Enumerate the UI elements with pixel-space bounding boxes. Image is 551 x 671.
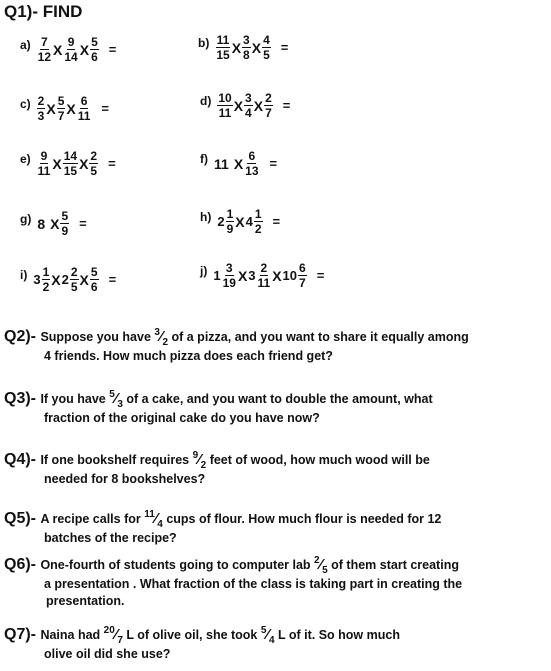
question-line-1 (4, 451, 549, 471)
question-text-post: cups of flour. How much flour is needed for 12 (162, 512, 442, 527)
q1-part-f (200, 150, 277, 177)
denominator: 2 (254, 222, 262, 236)
part-label: a) (20, 38, 31, 52)
vf-numerator: 5 (260, 625, 267, 636)
question-q6 (4, 556, 549, 608)
vulgar-fraction (260, 625, 275, 646)
denominator: 3 (37, 109, 45, 123)
q1-part-g (20, 210, 87, 237)
q1-part-e (20, 150, 116, 177)
question-line-1 (4, 390, 549, 410)
equals-sign: = (108, 156, 116, 171)
question-text-post: of a cake, and you want to double the amount, what (122, 392, 433, 407)
part-label: g) (20, 212, 32, 226)
numerator: 1 (226, 207, 234, 221)
times-sign: X (251, 39, 262, 56)
question-text-pre: A recipe calls for (40, 512, 145, 527)
numerator: 2 (37, 94, 45, 108)
times-sign: X (46, 100, 56, 117)
part-label: h) (200, 210, 212, 224)
denominator: 7 (57, 109, 65, 123)
question-text-mid: L of olive oil, she took (122, 628, 261, 643)
numerator: 10 (218, 91, 232, 105)
numerator: 6 (248, 149, 256, 163)
times-sign: X (231, 39, 242, 56)
q1-part-j (200, 262, 324, 289)
question-line-2: 4 friends. How much pizza does each friend get? (44, 348, 333, 363)
equals-sign: = (79, 216, 87, 231)
question-line-3: presentation. (46, 593, 125, 608)
times-sign: X (79, 155, 89, 172)
numerator: 6 (299, 261, 306, 275)
numerator: 5 (61, 209, 69, 223)
equals-sign: = (101, 101, 110, 116)
fraction (257, 262, 272, 289)
equals-sign: = (280, 40, 289, 55)
times-sign: X (53, 41, 63, 58)
question-line-2: fraction of the original cake do you have now? (44, 410, 320, 425)
fraction (264, 92, 273, 119)
numerator: 2 (70, 265, 78, 279)
times-sign: X (50, 215, 60, 232)
numerator: 9 (40, 149, 48, 163)
question-q7 (4, 626, 549, 661)
denominator: 7 (265, 106, 272, 120)
fraction (262, 34, 271, 61)
times-sign: X (233, 155, 244, 172)
expression (37, 36, 99, 63)
denominator: 2 (42, 280, 50, 294)
question-label: Q4)- (4, 451, 36, 469)
equals-sign: = (272, 214, 281, 229)
question-text-post: feet of wood, how much wood will be (206, 453, 430, 468)
expression (213, 262, 306, 289)
question-text-pre: One-fourth of students going to computer lab (40, 558, 315, 573)
whole-number: 1 (213, 268, 221, 283)
denominator: 7 (299, 276, 306, 290)
fraction (254, 208, 263, 235)
numerator: 7 (41, 35, 48, 49)
expression (37, 210, 69, 237)
fraction (42, 266, 51, 293)
fraction (244, 92, 253, 119)
denominator: 4 (245, 106, 252, 120)
numerator: 3 (225, 261, 233, 275)
fraction (37, 95, 46, 122)
question-label: Q3)- (4, 390, 36, 408)
q1-part-d (200, 92, 290, 119)
equals-sign: = (108, 42, 117, 57)
denominator: 8 (243, 48, 250, 62)
question-q2 (4, 328, 549, 363)
question-text-post: of them start creating (327, 558, 459, 573)
question-label: Q7)- (4, 626, 36, 644)
question-q3 (4, 390, 549, 425)
fraction-slash: ⁄ (266, 626, 269, 644)
part-label: i) (20, 268, 28, 282)
expression (37, 95, 92, 122)
numerator: 14 (63, 149, 78, 163)
numerator: 11 (216, 33, 230, 47)
expression (37, 150, 98, 177)
vf-numerator: 20 (103, 625, 115, 636)
vf-denominator: 4 (157, 518, 163, 530)
question-q5 (4, 510, 549, 545)
equals-sign: = (108, 272, 117, 287)
numerator: 5 (90, 265, 98, 279)
question-text-pre: Naina had (40, 628, 104, 643)
denominator: 11 (257, 276, 271, 290)
fraction (298, 262, 307, 289)
vulgar-fraction (144, 509, 163, 530)
denominator: 13 (245, 164, 259, 178)
numerator: 2 (90, 149, 98, 163)
vf-denominator: 2 (200, 459, 207, 471)
fraction (70, 266, 79, 293)
part-label: d) (200, 94, 212, 108)
times-sign: X (235, 213, 245, 230)
question-line-1 (4, 626, 549, 646)
vf-numerator: 2 (314, 555, 320, 566)
denominator: 9 (61, 224, 69, 238)
vf-numerator: 5 (109, 389, 115, 400)
denominator: 19 (222, 276, 236, 290)
equals-sign: = (269, 156, 278, 171)
fraction (90, 36, 99, 63)
times-sign: X (51, 271, 61, 288)
numerator: 3 (243, 33, 250, 47)
vf-numerator: 3 (154, 327, 160, 338)
expression (215, 34, 270, 61)
whole-number: 10 (282, 268, 298, 283)
vf-numerator: 9 (192, 450, 199, 461)
fraction (89, 150, 98, 177)
times-sign: X (253, 97, 264, 114)
times-sign: X (237, 267, 248, 284)
question-line-1 (4, 510, 549, 530)
q1-title: Q1)- FIND (4, 2, 83, 21)
expression (217, 92, 272, 119)
fraction-slash: ⁄ (114, 390, 118, 408)
fraction (37, 36, 52, 63)
denominator: 6 (91, 50, 98, 64)
fraction (244, 150, 259, 177)
expression (214, 150, 260, 177)
numerator: 4 (263, 33, 270, 47)
part-label: f) (200, 152, 208, 166)
fraction (90, 266, 99, 293)
denominator: 5 (90, 164, 98, 178)
fraction (63, 150, 78, 177)
fraction (77, 95, 92, 122)
numerator: 9 (67, 35, 75, 49)
q1-part-h (200, 208, 280, 235)
equals-sign: = (316, 268, 325, 283)
times-sign: X (272, 267, 282, 284)
part-label: c) (20, 97, 31, 111)
denominator: 11 (77, 109, 91, 123)
denominator: 11 (37, 164, 51, 178)
numerator: 6 (80, 94, 88, 108)
vf-denominator: 4 (268, 634, 275, 646)
fraction (217, 92, 232, 119)
fraction (57, 95, 66, 122)
q1-part-i (20, 266, 116, 293)
expression (217, 208, 262, 235)
numerator: 1 (42, 265, 50, 279)
whole-number: 2 (61, 272, 69, 287)
fraction (63, 36, 78, 63)
fraction (60, 210, 69, 237)
fraction (37, 150, 52, 177)
fraction (242, 34, 251, 61)
fraction (226, 208, 235, 235)
part-label: e) (20, 152, 31, 166)
q1-part-b (198, 34, 288, 61)
vulgar-fraction (154, 327, 169, 348)
times-sign: X (79, 41, 90, 58)
times-sign: X (233, 97, 244, 114)
numerator: 5 (57, 94, 65, 108)
expression (33, 266, 98, 293)
question-line-1 (4, 328, 549, 348)
whole-number: 3 (33, 272, 41, 287)
whole-number: 8 (37, 215, 46, 232)
numerator: 5 (91, 35, 98, 49)
question-line-1 (4, 556, 549, 576)
vulgar-fraction (109, 389, 123, 410)
q1-part-a (20, 36, 116, 63)
q1-part-c (20, 95, 109, 122)
question-q4 (4, 451, 549, 486)
times-sign: X (66, 100, 76, 117)
vulgar-fraction (314, 555, 328, 576)
whole-number: 3 (248, 268, 256, 283)
question-text-post: of a pizza, and you want to share it equally among (168, 330, 469, 345)
question-label: Q6)- (4, 556, 36, 574)
denominator: 15 (63, 164, 78, 178)
question-text-pre: Suppose you have (40, 330, 155, 345)
times-sign: X (79, 271, 89, 288)
whole-number: 11 (214, 155, 229, 172)
denominator: 5 (263, 48, 270, 62)
question-label: Q2)- (4, 328, 36, 346)
denominator: 11 (218, 106, 232, 120)
denominator: 6 (90, 280, 98, 294)
numerator: 1 (254, 207, 262, 221)
part-label: j) (200, 264, 208, 278)
question-text-pre: If you have (40, 392, 110, 407)
fraction (222, 262, 237, 289)
denominator: 15 (216, 48, 230, 62)
vf-denominator: 7 (117, 634, 123, 646)
fraction-slash: ⁄ (154, 510, 158, 528)
numerator: 2 (260, 261, 268, 275)
vulgar-fraction (192, 450, 207, 471)
vf-numerator: 11 (144, 509, 155, 520)
question-line-2: a presentation . What fraction of the class is taking part in creating the (44, 576, 463, 591)
numerator: 3 (245, 91, 252, 105)
whole-number: 4 (245, 214, 253, 229)
fraction-slash: ⁄ (159, 328, 163, 346)
fraction-slash: ⁄ (198, 451, 201, 469)
denominator: 9 (226, 222, 234, 236)
denominator: 5 (70, 280, 78, 294)
question-line-2: batches of the recipe? (44, 530, 177, 545)
question-line-2: olive oil did she use? (44, 646, 171, 661)
question-line-2: needed for 8 bookshelves? (44, 471, 206, 486)
vf-denominator: 3 (117, 398, 123, 410)
fraction-slash: ⁄ (319, 556, 323, 574)
part-label: b) (198, 36, 210, 50)
question-text-post: L of it. So how much (274, 628, 400, 643)
vulgar-fraction (103, 625, 123, 646)
numerator: 2 (265, 91, 272, 105)
denominator: 12 (37, 50, 52, 64)
equals-sign: = (282, 98, 291, 113)
whole-number: 2 (217, 214, 225, 229)
vf-denominator: 2 (162, 336, 169, 348)
fraction (215, 34, 230, 61)
question-text-pre: If one bookshelf requires (40, 453, 193, 468)
times-sign: X (52, 155, 62, 172)
denominator: 14 (64, 50, 78, 64)
vf-denominator: 5 (322, 564, 328, 576)
question-label: Q5)- (4, 510, 36, 528)
fraction-slash: ⁄ (114, 626, 118, 644)
